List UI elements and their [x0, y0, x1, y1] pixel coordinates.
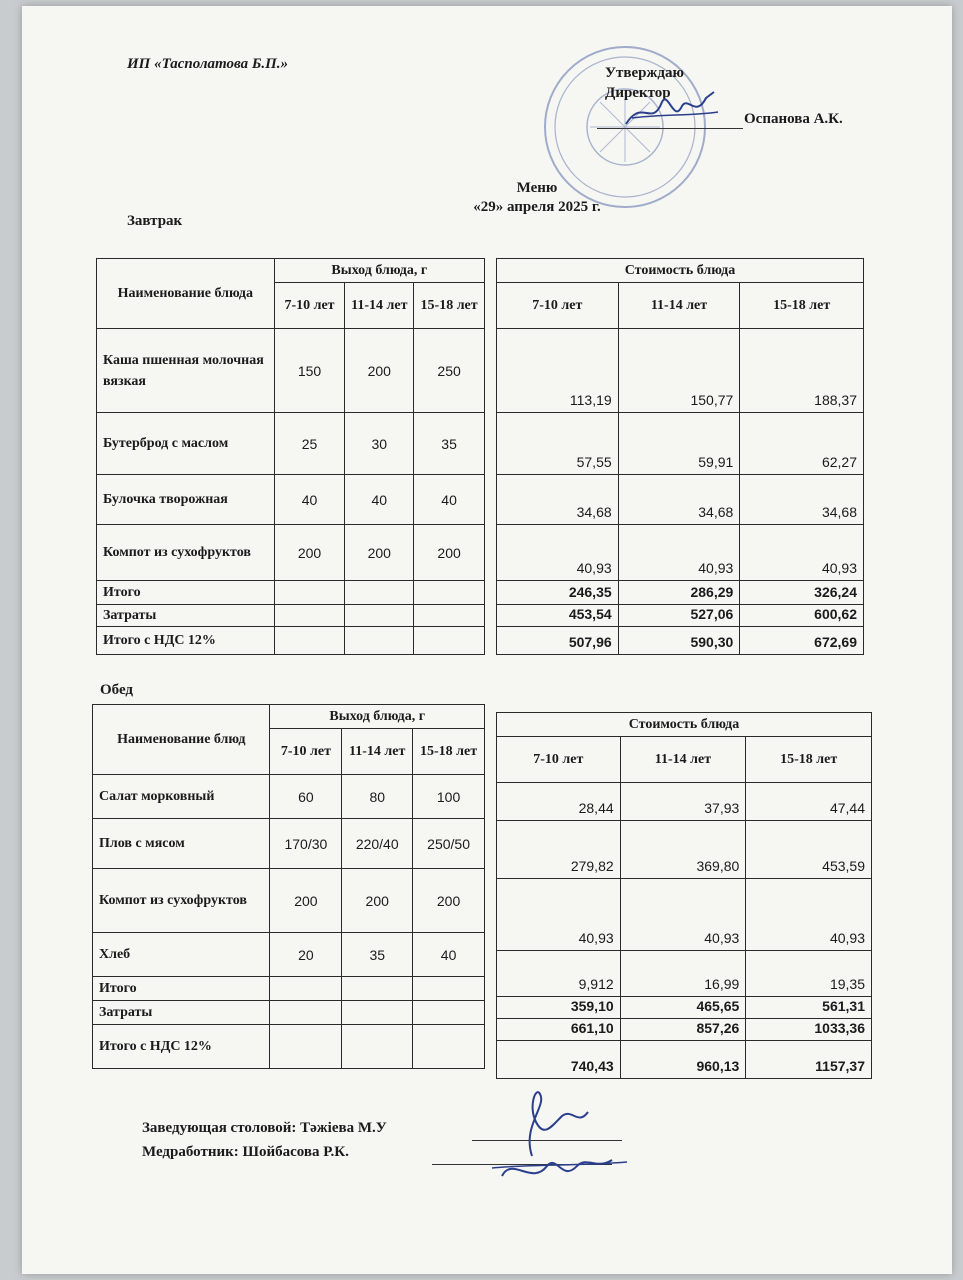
expenses-row	[497, 605, 864, 627]
header-age: 11-14 лет	[342, 729, 413, 775]
header-yield: Выход блюда, г	[274, 259, 484, 283]
cost-value: 19,35	[746, 951, 872, 997]
header-age: 15-18 лет	[746, 737, 872, 783]
yield-value: 35	[414, 413, 485, 475]
cost-value: 113,19	[497, 329, 619, 413]
expenses-label: Затраты	[97, 605, 275, 627]
table-row	[497, 413, 864, 475]
yield-value: 40	[413, 933, 485, 977]
header-yield: Выход блюда, г	[270, 705, 485, 729]
cost-value: 37,93	[620, 783, 746, 821]
total-row	[93, 977, 485, 1001]
table-row	[93, 869, 485, 933]
dish-name: Компот из сухофруктов	[93, 869, 270, 933]
total-row	[97, 581, 485, 605]
header-dish-name: Наименование блюд	[93, 705, 270, 775]
header-age: 15-18 лет	[414, 283, 485, 329]
vat-value: 672,69	[740, 627, 864, 655]
table-row	[93, 819, 485, 869]
cost-value: 57,55	[497, 413, 619, 475]
expenses-value: 1033,36	[746, 1019, 872, 1041]
dish-name: Бутерброд с маслом	[97, 413, 275, 475]
yield-value: 200	[274, 525, 345, 581]
cost-value: 34,68	[497, 475, 619, 525]
table-row	[93, 775, 485, 819]
total-value: 465,65	[620, 997, 746, 1019]
header-age: 15-18 лет	[413, 729, 485, 775]
cost-value: 9,912	[497, 951, 621, 997]
header-cost: Стоимость блюда	[497, 713, 872, 737]
total-row	[497, 581, 864, 605]
total-value: 326,24	[740, 581, 864, 605]
cost-value: 150,77	[618, 329, 740, 413]
cost-value: 34,68	[740, 475, 864, 525]
vat-value: 960,13	[620, 1041, 746, 1079]
header-age: 15-18 лет	[740, 283, 864, 329]
table-row	[97, 525, 485, 581]
lunch-cost-table	[496, 712, 872, 1079]
director-signature-icon	[622, 88, 722, 132]
cost-value: 62,27	[740, 413, 864, 475]
vat-label: Итого с НДС 12%	[97, 627, 275, 655]
yield-value: 200	[345, 525, 414, 581]
yield-value: 35	[342, 933, 413, 977]
yield-value: 200	[414, 525, 485, 581]
yield-value: 200	[270, 869, 342, 933]
cost-value: 188,37	[740, 329, 864, 413]
cost-value: 40,93	[497, 879, 621, 951]
yield-value: 220/40	[342, 819, 413, 869]
header-age: 7-10 лет	[497, 737, 621, 783]
yield-value: 30	[345, 413, 414, 475]
total-row	[497, 997, 872, 1019]
organization-name: ИП «Тасполатова Б.П.»	[127, 56, 289, 72]
menu-date: «29» апреля 2025 г.	[473, 199, 601, 215]
yield-value: 250/50	[413, 819, 485, 869]
cost-value: 40,93	[740, 525, 864, 581]
vat-row	[497, 1041, 872, 1079]
expenses-value: 857,26	[620, 1019, 746, 1041]
cost-value: 279,82	[497, 821, 621, 879]
yield-value: 40	[274, 475, 345, 525]
yield-value: 200	[345, 329, 414, 413]
yield-value: 40	[414, 475, 485, 525]
header-age: 11-14 лет	[345, 283, 414, 329]
header-age: 11-14 лет	[618, 283, 740, 329]
yield-value: 100	[413, 775, 485, 819]
cost-value: 47,44	[746, 783, 872, 821]
table-row	[497, 879, 872, 951]
cost-value: 40,93	[746, 879, 872, 951]
header-age: 7-10 лет	[270, 729, 342, 775]
director-name: Оспанова А.К.	[744, 111, 843, 127]
expenses-row	[93, 1001, 485, 1025]
table-row	[497, 783, 872, 821]
dish-name: Плов с мясом	[93, 819, 270, 869]
approve-label: Утверждаю	[605, 65, 684, 81]
expenses-row	[97, 605, 485, 627]
table-row	[97, 413, 485, 475]
yield-value: 150	[274, 329, 345, 413]
total-value: 561,31	[746, 997, 872, 1019]
expenses-value: 453,54	[497, 605, 619, 627]
dish-name: Каша пшенная молочная вязкая	[97, 329, 275, 413]
menu-document	[22, 6, 952, 1274]
yield-value: 250	[414, 329, 485, 413]
menu-title-block	[382, 179, 692, 217]
cost-value: 16,99	[620, 951, 746, 997]
table-row	[497, 329, 864, 413]
table-row	[497, 525, 864, 581]
cost-value: 59,91	[618, 413, 740, 475]
header-age: 7-10 лет	[497, 283, 619, 329]
total-value: 359,10	[497, 997, 621, 1019]
table-row	[497, 821, 872, 879]
expenses-row	[497, 1019, 872, 1041]
expenses-value: 527,06	[618, 605, 740, 627]
cost-value: 40,93	[620, 879, 746, 951]
director-title: Директор	[605, 85, 671, 101]
table-row	[93, 933, 485, 977]
medic-line: Медработник: Шойбасова Р.К.	[142, 1144, 349, 1160]
total-value: 286,29	[618, 581, 740, 605]
breakfast-cost-table	[496, 258, 864, 655]
vat-label: Итого с НДС 12%	[93, 1025, 270, 1069]
vat-row	[93, 1025, 485, 1069]
breakfast-section-title: Завтрак	[127, 213, 183, 229]
table-row	[497, 475, 864, 525]
vat-row	[97, 627, 485, 655]
yield-value: 20	[270, 933, 342, 977]
dish-name: Салат морковный	[93, 775, 270, 819]
yield-value: 40	[345, 475, 414, 525]
header-dish-name: Наименование блюда	[97, 259, 275, 329]
yield-value: 170/30	[270, 819, 342, 869]
vat-value: 1157,37	[746, 1041, 872, 1079]
menu-title: Меню	[516, 180, 558, 196]
cost-value: 40,93	[497, 525, 619, 581]
table-row	[97, 329, 485, 413]
vat-row	[497, 627, 864, 655]
table-row	[97, 475, 485, 525]
lunch-section-title: Обед	[100, 682, 134, 698]
yield-value: 200	[342, 869, 413, 933]
total-value: 246,35	[497, 581, 619, 605]
cost-value: 453,59	[746, 821, 872, 879]
header-age: 11-14 лет	[620, 737, 746, 783]
dish-name: Компот из сухофруктов	[97, 525, 275, 581]
handwritten-signatures-icon	[492, 1086, 632, 1196]
canteen-head-line: Заведующая столовой: Тәжіева М.У	[142, 1120, 387, 1136]
cost-value: 34,68	[618, 475, 740, 525]
expenses-value: 661,10	[497, 1019, 621, 1041]
cost-value: 40,93	[618, 525, 740, 581]
vat-value: 740,43	[497, 1041, 621, 1079]
yield-value: 200	[413, 869, 485, 933]
dish-name: Булочка творожная	[97, 475, 275, 525]
table-row	[497, 951, 872, 997]
header-age: 7-10 лет	[274, 283, 345, 329]
total-label: Итого	[97, 581, 275, 605]
yield-value: 60	[270, 775, 342, 819]
expenses-value: 600,62	[740, 605, 864, 627]
breakfast-yield-table	[96, 258, 485, 655]
lunch-yield-table	[92, 704, 485, 1069]
cost-value: 369,80	[620, 821, 746, 879]
total-label: Итого	[93, 977, 270, 1001]
vat-value: 590,30	[618, 627, 740, 655]
header-cost: Стоимость блюда	[497, 259, 864, 283]
vat-value: 507,96	[497, 627, 619, 655]
dish-name: Хлеб	[93, 933, 270, 977]
cost-value: 28,44	[497, 783, 621, 821]
expenses-label: Затраты	[93, 1001, 270, 1025]
yield-value: 25	[274, 413, 345, 475]
yield-value: 80	[342, 775, 413, 819]
